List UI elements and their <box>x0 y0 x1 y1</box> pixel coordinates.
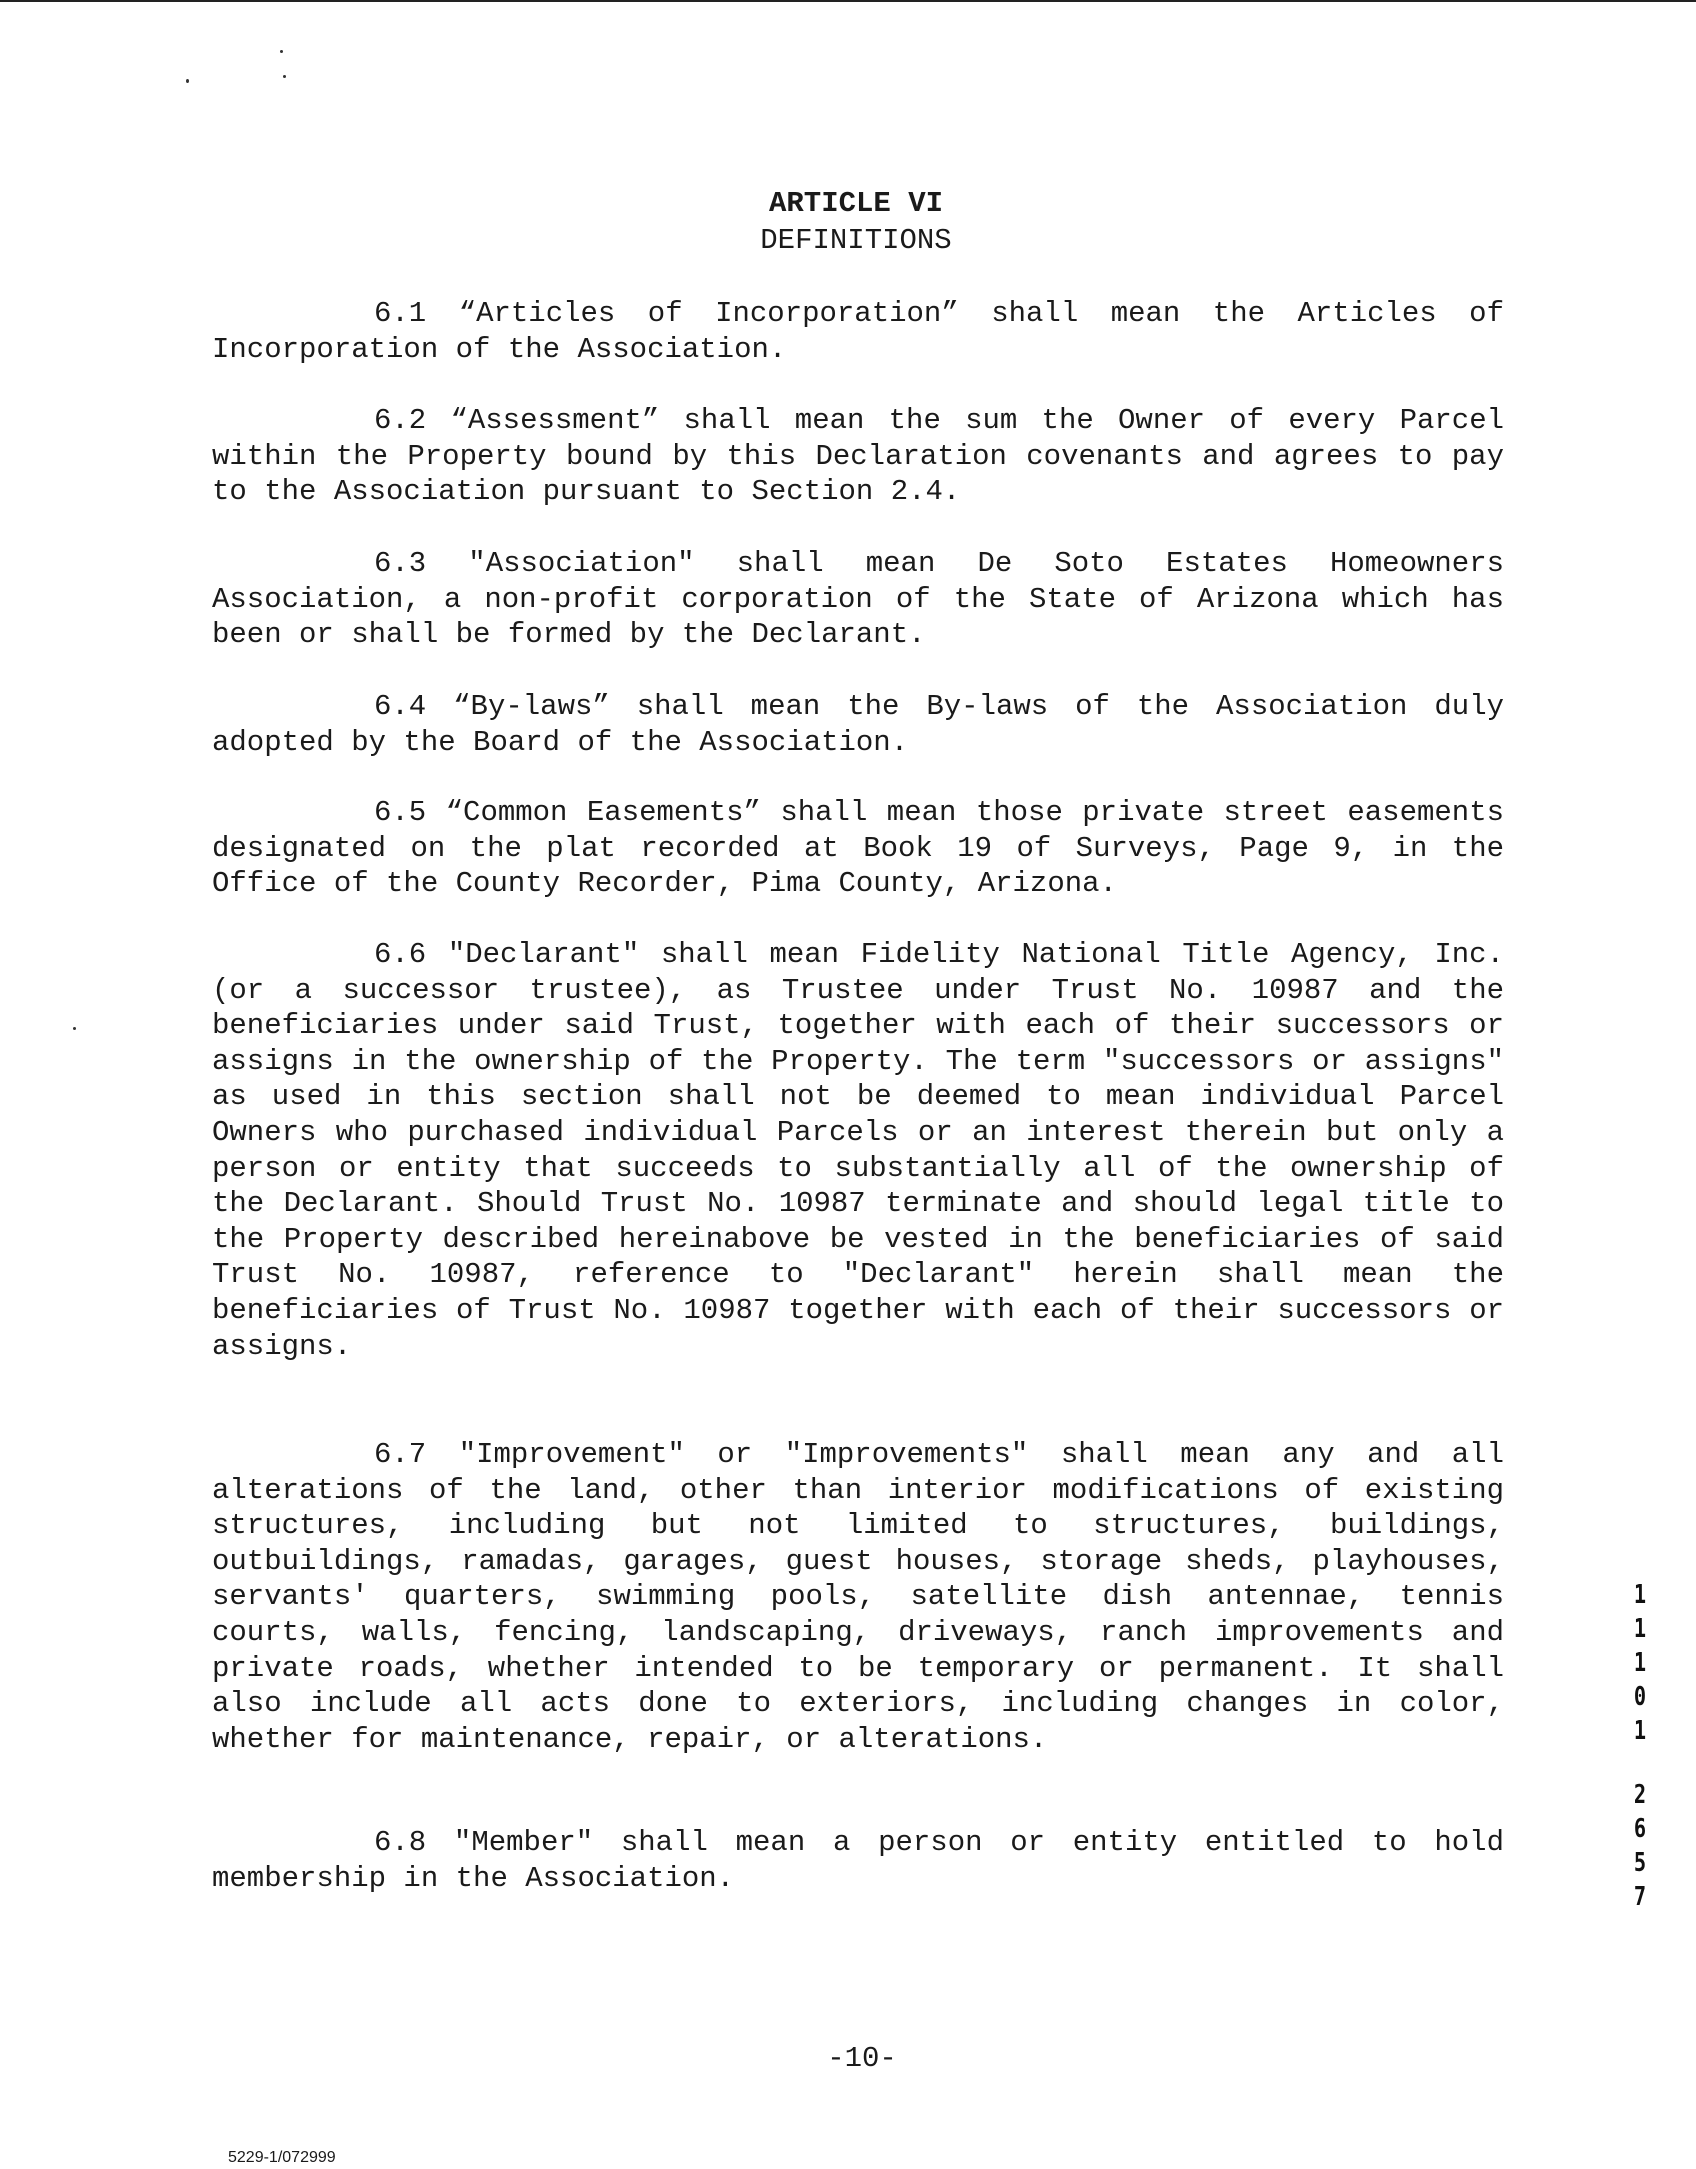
stamp-digit: 6 <box>1633 1814 1647 1844</box>
definition-6-2: 6.2 “Assessment” shall mean the sum the Owner of every Parcel within the Property bound by this Declaration covenants and agrees to pay to the Association pursuant to Section 2.4. <box>212 404 1504 509</box>
scan-speck <box>280 50 283 53</box>
definition-6-8: 6.8 "Member" shall mean a person or entity entitled to hold membership in the Association. <box>212 1826 1504 1895</box>
page-number: -10- <box>827 2042 897 2075</box>
page-top-edge <box>0 0 1696 2</box>
definition-6-6: 6.6 "Declarant" shall mean Fidelity National Title Agency, Inc. (or a successor trustee), as Trustee under Trust No. 10987 and the beneficiaries under said Trust, together with each of their successors or assigns in the ownership of the Property. The term "successors or assigns" as used in this section shall not be deemed to mean individual Parcel Owners who purchased individual Parcels or an interest therein but only a person or entity that succeeds to substantially all of the ownership of the Declarant. Should Trust No. 10987 terminate and should legal title to the Property described hereinabove be vested in the beneficiaries of said Trust No. 10987, reference to "Declarant" herein shall mean the beneficiaries of Trust No. 10987 together with each of their successors or assigns. <box>212 938 1504 1363</box>
definition-6-4: 6.4 “By-laws” shall mean the By-laws of the Association duly adopted by the Board of the Association. <box>212 690 1504 759</box>
definition-6-1: 6.1 “Articles of Incorporation” shall mean the Articles of Incorporation of the Association. <box>212 297 1504 366</box>
stamp-digit: 7 <box>1633 1882 1647 1912</box>
document-code: 5229-1/072999 <box>228 2149 336 2166</box>
stamp-digit: 5 <box>1633 1848 1647 1878</box>
scan-speck <box>283 75 286 78</box>
definition-6-5: 6.5 “Common Easements” shall mean those private street easements designated on the plat recorded at Book 19 of Surveys, Page 9, in the Office of the County Recorder, Pima County, Arizona. <box>212 796 1504 901</box>
stamp-digit: 1 <box>1633 1580 1647 1610</box>
definition-6-3: 6.3 "Association" shall mean De Soto Estates Homeowners Association, a non-profit corporation of the State of Arizona which has been or shall be formed by the Declarant. <box>212 547 1504 652</box>
definition-6-7: 6.7 "Improvement" or "Improvements" shall mean any and all alterations of the land, other than interior modifications of existing structures, including but not limited to structures, buildings, outbuildings, ramadas, garages, guest houses, storage sheds, playhouses, servants' quarters, swimming pools, satellite dish antennae, tennis courts, walls, fencing, landscaping, driveways, ranch improvements and private roads, whether intended to be temporary or permanent. It shall also include all acts done to exteriors, including changes in color, whether for maintenance, repair, or alterations. <box>212 1438 1504 1756</box>
scan-speck <box>186 79 189 83</box>
recording-stamp <box>1624 1578 1655 1914</box>
scan-speck <box>73 1027 76 1030</box>
stamp-digit: 2 <box>1633 1780 1647 1810</box>
stamp-digit: 1 <box>1633 1648 1647 1678</box>
article-number: ARTICLE VI <box>768 187 944 220</box>
stamp-digit: 1 <box>1633 1716 1647 1746</box>
stamp-digit: 1 <box>1633 1614 1647 1644</box>
stamp-digit: 0 <box>1633 1682 1647 1712</box>
article-title: DEFINITIONS <box>760 224 952 257</box>
